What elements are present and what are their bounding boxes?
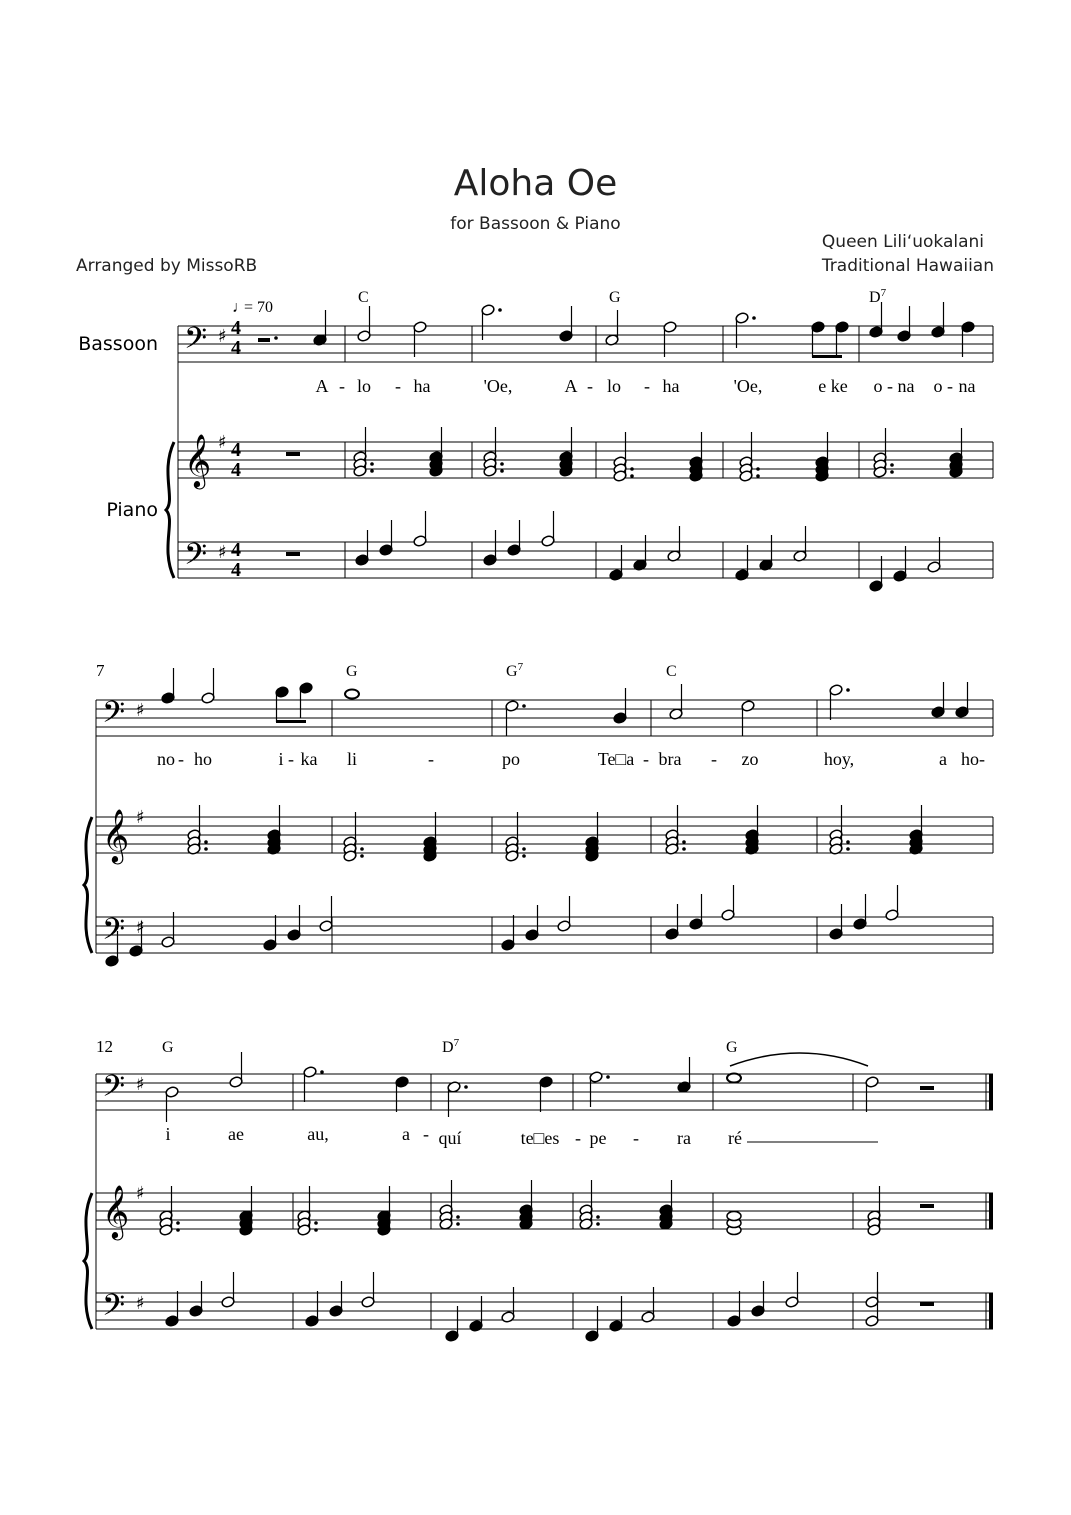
- piano-brace: [166, 442, 174, 578]
- lyric-syllable: o: [873, 376, 883, 396]
- augmentation-dot: [360, 854, 364, 858]
- lyric-hyphen: -: [587, 376, 593, 396]
- score-subtitle: for Bassoon & Piano: [450, 214, 621, 234]
- lyric-syllable: a: [402, 1124, 410, 1144]
- lyric-syllable: no: [157, 749, 175, 769]
- tie-arc: [730, 1053, 868, 1066]
- key-signature-sharp-icon: ♯: [218, 432, 227, 453]
- lyric-syllable: bra: [658, 749, 682, 769]
- piano-brace: [84, 1193, 92, 1329]
- rest: [286, 452, 300, 456]
- bass-clef-icon: 𝄢: [102, 913, 126, 954]
- lyric-hyphen: -: [633, 1128, 639, 1148]
- key-signature-sharp-icon: ♯: [136, 807, 145, 828]
- key-signature-sharp-icon: ♯: [218, 326, 227, 347]
- lyric-syllable: ae: [228, 1124, 244, 1144]
- augmentation-dot: [370, 462, 374, 466]
- lyric-syllable: pe: [589, 1128, 607, 1148]
- bass-clef-icon: 𝄢: [184, 322, 208, 363]
- chord-symbol: C: [358, 289, 369, 306]
- lyric-syllable: na: [958, 376, 976, 396]
- lyric-syllable: ha: [413, 376, 431, 396]
- rest: [258, 338, 270, 342]
- lyric-syllable: e ke: [818, 376, 848, 396]
- augmentation-dot: [630, 467, 634, 471]
- key-signature-sharp-icon: ♯: [218, 542, 227, 563]
- augmentation-dot: [890, 470, 894, 474]
- lyric-syllable: quí: [438, 1128, 462, 1148]
- key-signature-sharp-icon: ♯: [136, 1293, 145, 1314]
- lyric-syllable: i: [278, 749, 284, 769]
- chord-symbol: G: [346, 663, 358, 680]
- augmentation-dot: [846, 847, 850, 851]
- augmentation-dot: [456, 1215, 460, 1219]
- lyric-hyphen: -: [711, 749, 717, 769]
- rest: [920, 1204, 934, 1208]
- lyric-syllable: au,: [307, 1124, 329, 1144]
- augmentation-dot: [498, 308, 502, 312]
- instrument-label-piano: Piano: [106, 499, 158, 521]
- chord-symbol: C: [666, 663, 677, 680]
- key-signature-sharp-icon: ♯: [136, 1074, 145, 1095]
- lyric-syllable: hoy,: [823, 749, 855, 769]
- augmentation-dot: [314, 1228, 318, 1232]
- lyric-syllable: A: [315, 376, 329, 396]
- augmentation-dot: [846, 688, 850, 692]
- tempo-marking: = 70: [244, 299, 274, 316]
- augmentation-dot: [176, 1221, 180, 1225]
- chord-symbol: G: [162, 1039, 174, 1056]
- lyric-syllable: 'Oe,: [483, 376, 513, 396]
- bass-clef-icon: 𝄢: [184, 538, 208, 579]
- lyric-syllable: ha: [662, 376, 680, 396]
- arranger-credit: Arranged by MissoRB: [76, 256, 258, 276]
- note-beam: [276, 720, 306, 723]
- lyric-hyphen: -: [395, 376, 401, 396]
- treble-clef-icon: 𝄞: [102, 1184, 130, 1238]
- composer-origin: Traditional Hawaiian: [821, 256, 994, 276]
- treble-clef-icon: 𝄞: [184, 433, 212, 487]
- rest: [920, 1086, 934, 1090]
- augmentation-dot: [500, 462, 504, 466]
- whole-note-head: [727, 1074, 741, 1083]
- augmentation-dot: [682, 840, 686, 844]
- lyric-syllable: zo: [741, 749, 759, 769]
- lyric-syllable: te□es: [520, 1128, 560, 1148]
- lyric-hyphen: -: [178, 749, 184, 769]
- time-signature-top: 4: [231, 439, 241, 461]
- time-signature-top: 4: [231, 539, 241, 561]
- lyric-syllable: na: [897, 376, 915, 396]
- augmentation-dot: [500, 469, 504, 473]
- measure-number: 7: [96, 661, 105, 680]
- lyric-syllable: li: [346, 749, 358, 769]
- final-barline: [989, 1293, 993, 1329]
- augmentation-dot: [596, 1215, 600, 1219]
- lyric-syllable: ho: [194, 749, 212, 769]
- lyric-syllable: i: [165, 1124, 171, 1144]
- augmentation-dot: [360, 847, 364, 851]
- augmentation-dot: [846, 840, 850, 844]
- augmentation-dot: [630, 474, 634, 478]
- lyric-syllable: o: [933, 376, 943, 396]
- augmentation-dot: [176, 1228, 180, 1232]
- chord-symbol: G: [726, 1039, 738, 1056]
- augmentation-dot: [204, 847, 208, 851]
- lyric-hyphen: -: [644, 376, 650, 396]
- augmentation-dot: [274, 336, 278, 340]
- chord-symbol: $D^7$: [442, 1037, 460, 1056]
- lyric-syllable: lo: [606, 376, 622, 396]
- time-signature-top: 4: [231, 317, 241, 339]
- lyric-syllable: ré: [728, 1128, 742, 1148]
- lyric-syllable: 'Oe,: [733, 376, 763, 396]
- lyric-hyphen: -: [339, 376, 345, 396]
- lyric-hyphen: -: [428, 749, 434, 769]
- key-signature-sharp-icon: ♯: [136, 700, 145, 721]
- lyric-hyphen: -: [423, 1124, 429, 1144]
- bass-clef-icon: 𝄢: [102, 696, 126, 737]
- lyric-hyphen: -: [643, 749, 649, 769]
- augmentation-dot: [756, 474, 760, 478]
- augmentation-dot: [456, 1222, 460, 1226]
- piano-brace: [84, 817, 92, 953]
- augmentation-dot: [890, 463, 894, 467]
- lyric-syllable: a: [939, 749, 947, 769]
- lyric-syllable: ho-: [961, 749, 985, 769]
- note-beam: [812, 355, 842, 358]
- augmentation-dot: [682, 847, 686, 851]
- augmentation-dot: [314, 1221, 318, 1225]
- lyric-syllable: A: [564, 376, 578, 396]
- key-signature-sharp-icon: ♯: [136, 917, 145, 938]
- final-barline: [989, 1074, 993, 1110]
- measure-number: 12: [96, 1037, 113, 1056]
- rest: [286, 552, 300, 556]
- score-title: Aloha Oe: [453, 163, 618, 204]
- chord-symbol: $D^7$: [869, 287, 887, 306]
- augmentation-dot: [522, 847, 526, 851]
- augmentation-dot: [596, 1222, 600, 1226]
- lyric-syllable: lo: [356, 376, 372, 396]
- augmentation-dot: [320, 1070, 324, 1074]
- augmentation-dot: [370, 469, 374, 473]
- bass-clef-icon: 𝄢: [102, 1070, 126, 1111]
- lyric-hyphen: -: [288, 749, 294, 769]
- bass-clef-icon: 𝄢: [102, 1289, 126, 1330]
- lyric-syllable: Te□a: [597, 749, 635, 769]
- whole-note-head: [345, 690, 359, 699]
- tempo-note-icon: ♩: [232, 299, 248, 316]
- chord-symbol: G: [609, 289, 621, 306]
- time-signature-bottom: 4: [231, 559, 241, 581]
- lyric-hyphen: -: [947, 376, 953, 396]
- rest: [920, 1302, 934, 1306]
- lyric-syllable: po: [502, 749, 520, 769]
- augmentation-dot: [606, 1075, 610, 1079]
- key-signature-sharp-icon: ♯: [136, 1183, 145, 1204]
- lyric-syllable: ka: [300, 749, 318, 769]
- lyric-hyphen: -: [575, 1128, 581, 1148]
- augmentation-dot: [756, 467, 760, 471]
- instrument-label-bassoon: Bassoon: [78, 333, 158, 355]
- chord-symbol: $G^7$: [506, 661, 524, 680]
- whole-note-head: [727, 1212, 741, 1221]
- augmentation-dot: [752, 316, 756, 320]
- augmentation-dot: [464, 1085, 468, 1089]
- final-barline: [989, 1193, 993, 1229]
- augmentation-dot: [204, 840, 208, 844]
- composer-name: Queen Lili‘uokalani: [821, 232, 984, 252]
- augmentation-dot: [522, 854, 526, 858]
- lyric-syllable: ra: [677, 1128, 691, 1148]
- time-signature-bottom: 4: [231, 337, 241, 359]
- lyric-hyphen: -: [887, 376, 893, 396]
- augmentation-dot: [522, 704, 526, 708]
- time-signature-bottom: 4: [231, 459, 241, 481]
- treble-clef-icon: 𝄞: [102, 808, 130, 862]
